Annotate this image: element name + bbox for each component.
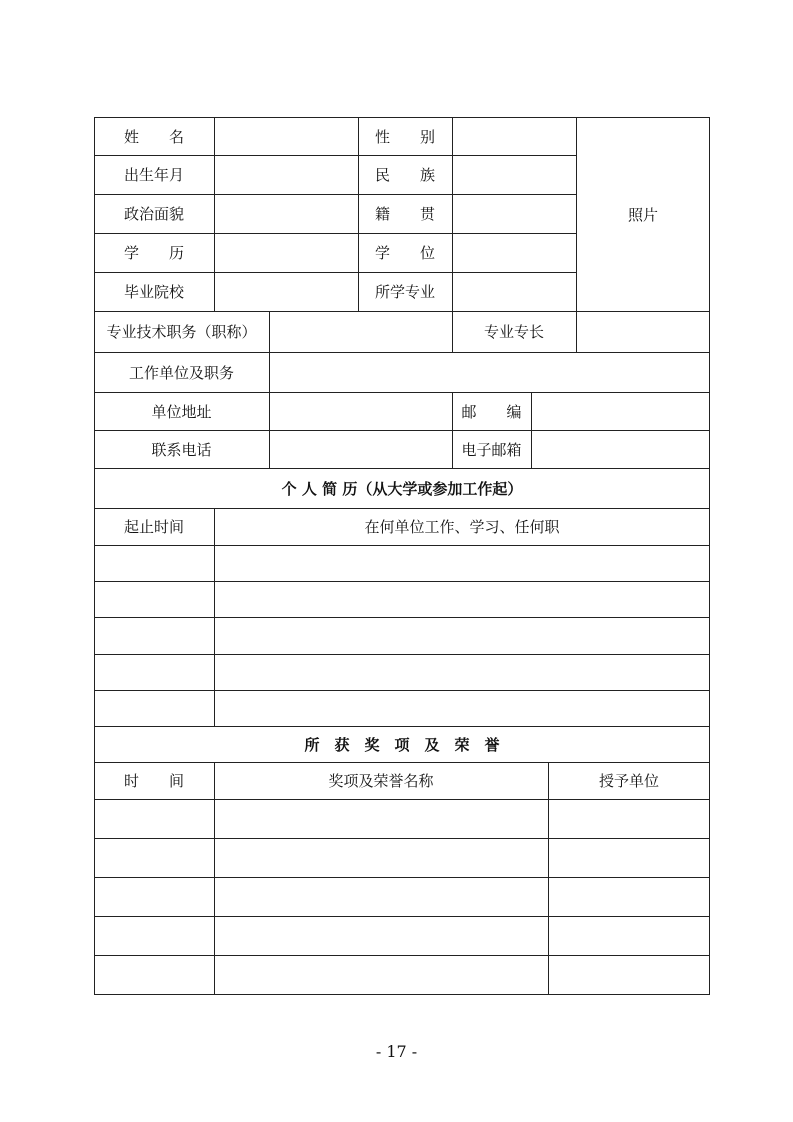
resume-row-2-time[interactable] [94, 581, 214, 617]
specialty-field[interactable] [576, 311, 710, 352]
title-field[interactable] [269, 311, 452, 352]
resume-desc-header: 在何单位工作、学习、任何职 [364, 518, 560, 536]
awards-row-3-name[interactable] [214, 877, 548, 916]
awards-row-5-name[interactable] [214, 955, 548, 995]
awards-row-2-unit[interactable] [548, 838, 710, 877]
awards-row-2-name[interactable] [214, 838, 548, 877]
awards-row-1-unit[interactable] [548, 799, 710, 838]
awards-row-3-unit[interactable] [548, 877, 710, 916]
postcode-label: 邮 编 [461, 402, 522, 421]
awards-heading: 所 获 奖 项 及 荣 誉 [304, 735, 500, 754]
postcode-field[interactable] [531, 392, 710, 430]
birth-field[interactable] [214, 155, 358, 194]
awards-row-4-time[interactable] [94, 916, 214, 955]
page-number: - 17 - [375, 1042, 418, 1061]
name-label: 姓 名 [123, 127, 184, 146]
degree-field[interactable] [452, 233, 576, 272]
awards-unit-header: 授予单位 [598, 772, 659, 790]
awards-row-5-time[interactable] [94, 955, 214, 995]
email-label: 电子邮箱 [461, 440, 522, 459]
awards-row-4-name[interactable] [214, 916, 548, 955]
political-label: 政治面貌 [123, 205, 184, 223]
awards-row-1-name[interactable] [214, 799, 548, 838]
phone-label: 联系电话 [151, 440, 212, 459]
awards-name-header: 奖项及荣誉名称 [328, 772, 434, 790]
work-unit-field[interactable] [269, 352, 710, 392]
gender-field[interactable] [452, 117, 576, 155]
ethnicity-field[interactable] [452, 155, 576, 194]
education-label: 学 历 [123, 244, 184, 262]
resume-row-3-time[interactable] [94, 617, 214, 654]
awards-row-1-time[interactable] [94, 799, 214, 838]
education-field[interactable] [214, 233, 358, 272]
native-place-field[interactable] [452, 194, 576, 233]
awards-row-3-time[interactable] [94, 877, 214, 916]
ethnicity-label: 民 族 [374, 166, 435, 184]
major-label: 所学专业 [374, 283, 435, 301]
unit-address-label: 单位地址 [151, 402, 212, 421]
resume-row-5-time[interactable] [94, 690, 214, 726]
resume-row-1-time[interactable] [94, 545, 214, 581]
major-field[interactable] [452, 272, 576, 311]
awards-time-header: 时 间 [123, 772, 184, 790]
photo-box[interactable]: 照片 [627, 205, 658, 224]
awards-row-4-unit[interactable] [548, 916, 710, 955]
specialty-label: 专业专长 [483, 323, 544, 341]
name-field[interactable] [214, 117, 358, 155]
birth-label: 出生年月 [123, 166, 184, 184]
phone-field[interactable] [269, 430, 452, 468]
gender-label: 性 别 [374, 127, 435, 146]
resume-row-5-desc[interactable] [214, 690, 710, 726]
unit-address-field[interactable] [269, 392, 452, 430]
work-unit-label: 工作单位及职务 [128, 363, 234, 382]
degree-label: 学 位 [374, 244, 435, 262]
resume-time-header: 起止时间 [123, 518, 184, 536]
resume-row-1-desc[interactable] [214, 545, 710, 581]
resume-row-3-desc[interactable] [214, 617, 710, 654]
resume-row-4-desc[interactable] [214, 654, 710, 690]
resume-row-4-time[interactable] [94, 654, 214, 690]
title-label: 专业技术职务（职称） [106, 323, 257, 341]
awards-row-2-time[interactable] [94, 838, 214, 877]
resume-heading: 个 人 简 历（从大学或参加工作起） [281, 479, 523, 498]
political-field[interactable] [214, 194, 358, 233]
resume-row-2-desc[interactable] [214, 581, 710, 617]
school-label: 毕业院校 [123, 283, 184, 301]
email-field[interactable] [531, 430, 710, 468]
awards-row-5-unit[interactable] [548, 955, 710, 995]
native-place-label: 籍 贯 [374, 205, 435, 223]
school-field[interactable] [214, 272, 358, 311]
